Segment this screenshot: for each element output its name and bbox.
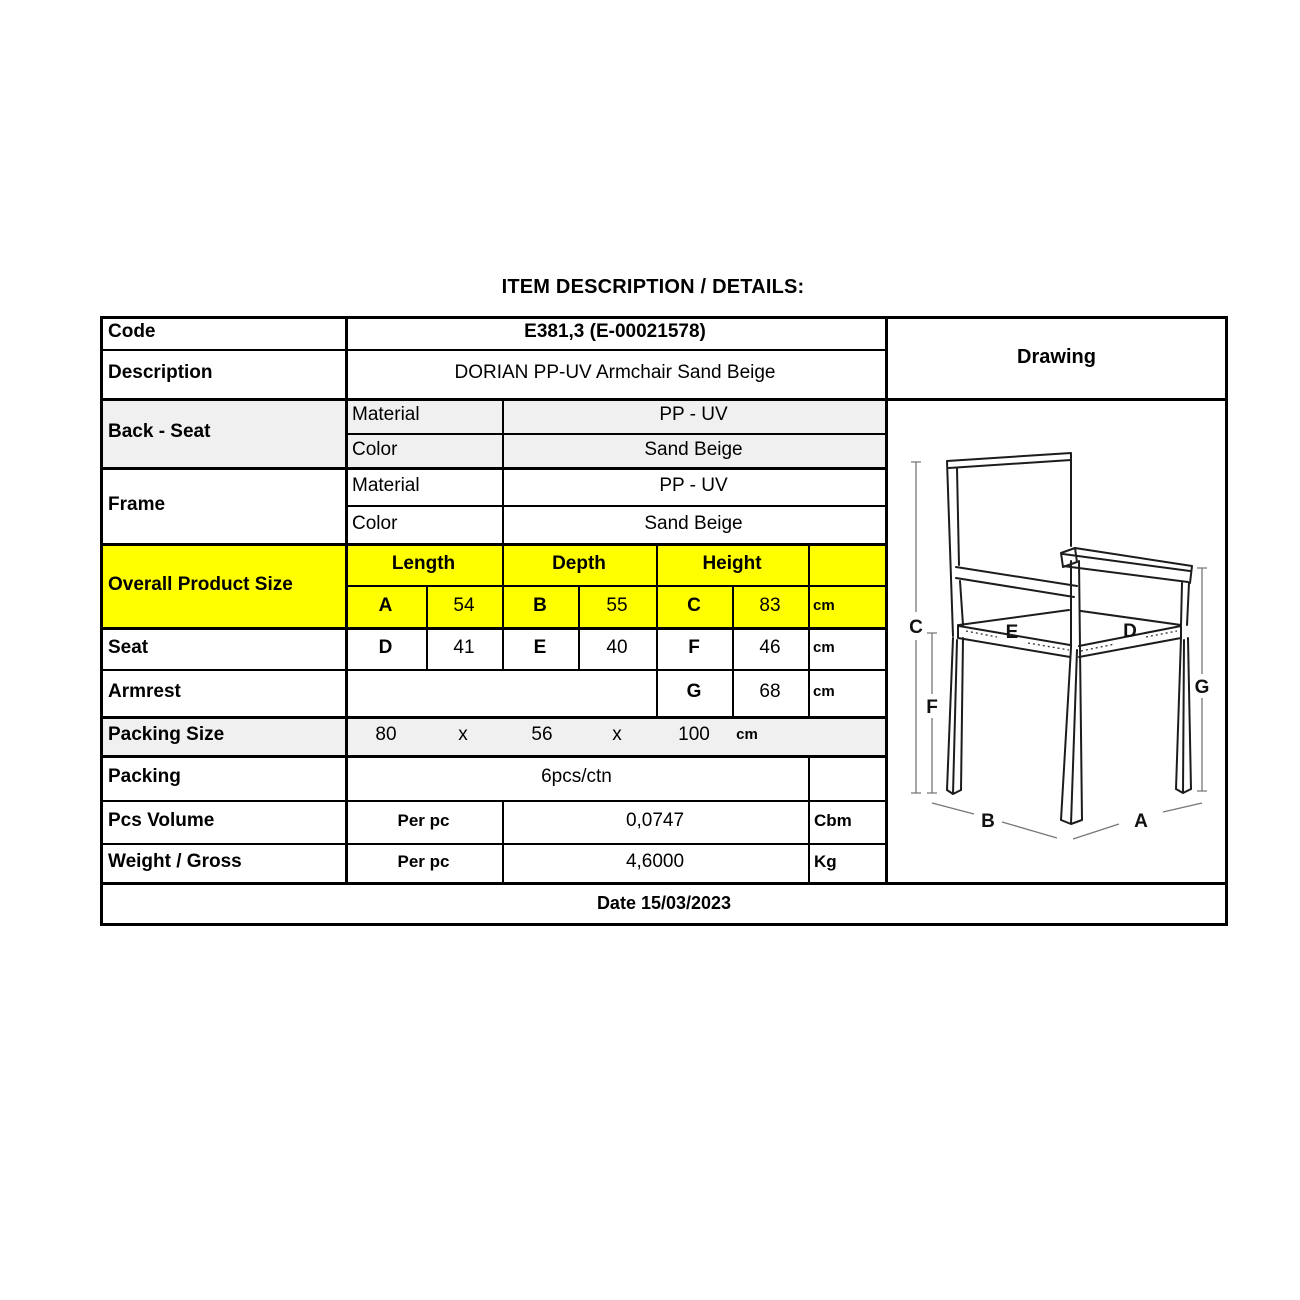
pcs-volume-label: Pcs Volume — [108, 810, 215, 832]
border-line — [100, 923, 1228, 926]
frame-color-value: Sand Beige — [644, 512, 743, 534]
dim-g-value: 68 — [759, 681, 781, 703]
border-line — [656, 543, 658, 716]
border-line — [100, 755, 885, 758]
weight-gross-label: Weight / Gross — [108, 851, 242, 873]
spec-table — [100, 316, 1228, 926]
border-line — [100, 716, 885, 719]
border-line — [808, 543, 810, 716]
weight-gross-unit: Kg — [814, 852, 837, 872]
diagram-label-d: D — [1123, 621, 1137, 642]
overall-size-label: Overall Product Size — [108, 573, 293, 595]
border-line — [100, 843, 885, 845]
border-line — [100, 349, 885, 351]
armrest-unit: cm — [813, 683, 835, 701]
back-seat-color-value: Sand Beige — [644, 438, 743, 460]
border-line — [100, 316, 103, 926]
diagram-label-c: C — [909, 617, 923, 638]
dim-g-letter: G — [686, 681, 702, 703]
border-line — [732, 585, 734, 716]
dim-f-letter: F — [688, 636, 700, 658]
border-line — [345, 433, 885, 435]
dim-e-value: 40 — [606, 636, 628, 658]
overall-unit: cm — [813, 596, 835, 614]
packing-size-x2: x — [612, 724, 622, 746]
diagram-label-a: A — [1134, 811, 1148, 832]
border-line — [100, 398, 1228, 401]
border-line — [100, 627, 885, 630]
diagram-label-e: E — [1005, 622, 1019, 643]
armrest-label: Armrest — [108, 681, 181, 703]
dim-c-letter: C — [687, 594, 701, 616]
diagram-label-g: G — [1194, 677, 1210, 698]
pcs-volume-value: 0,0747 — [625, 810, 685, 832]
dim-d-letter: D — [378, 636, 393, 658]
dim-b-value: 55 — [606, 594, 628, 616]
border-line — [502, 800, 504, 882]
seat-label: Seat — [108, 636, 149, 658]
packing-size-v1: 80 — [375, 724, 397, 746]
packing-size-v3: 100 — [678, 724, 710, 746]
drawing-header: Drawing — [1017, 346, 1096, 368]
border-line — [100, 882, 1228, 885]
weight-gross-value: 4,6000 — [625, 851, 685, 873]
border-line — [502, 398, 504, 669]
frame-label: Frame — [108, 493, 166, 515]
dim-c-value: 83 — [759, 594, 781, 616]
border-line — [345, 505, 885, 507]
border-line — [100, 316, 1228, 319]
frame-material-label: Material — [352, 474, 420, 496]
packing-size-values — [345, 716, 885, 755]
chair-drawing — [885, 398, 1228, 882]
border-line — [345, 316, 348, 882]
dim-e-letter: E — [533, 636, 547, 658]
diagram-label-f: F — [926, 697, 938, 718]
depth-header: Depth — [552, 552, 606, 574]
chair-outline — [947, 453, 1192, 824]
dimension-lines — [911, 462, 1207, 839]
length-header: Length — [391, 552, 456, 574]
dim-a-value: 54 — [453, 594, 475, 616]
dim-d-value: 41 — [453, 636, 475, 658]
back-seat-material-label: Material — [352, 404, 420, 426]
packing-size-label: Packing Size — [108, 724, 225, 746]
border-line — [100, 467, 885, 470]
border-line — [808, 755, 810, 882]
pcs-volume-unit: Cbm — [814, 811, 852, 831]
code-value: E381,3 (E-00021578) — [524, 321, 706, 343]
packing-label: Packing — [108, 766, 181, 788]
weight-gross-per: Per pc — [397, 852, 450, 872]
back-seat-material-value: PP - UV — [659, 404, 728, 426]
border-line — [100, 543, 885, 546]
seat-unit: cm — [813, 638, 835, 656]
back-seat-color-label: Color — [352, 438, 398, 460]
frame-material-value: PP - UV — [659, 474, 728, 496]
border-line — [100, 669, 885, 671]
packing-value: 6pcs/ctn — [541, 766, 612, 788]
border-line — [426, 585, 428, 669]
code-label: Code — [108, 321, 156, 343]
description-label: Description — [108, 362, 213, 384]
packing-size-x1: x — [458, 724, 468, 746]
dim-a-letter: A — [378, 594, 393, 616]
frame-color-label: Color — [352, 512, 398, 534]
border-line — [1225, 316, 1228, 926]
border-line — [100, 800, 885, 802]
height-header: Height — [702, 552, 762, 574]
dim-f-value: 46 — [759, 636, 781, 658]
pcs-volume-per: Per pc — [397, 811, 450, 831]
date-row: Date 15/03/2023 — [596, 893, 732, 914]
back-seat-label: Back - Seat — [108, 421, 211, 443]
border-line — [578, 585, 580, 669]
border-line — [885, 316, 888, 882]
description-value: DORIAN PP-UV Armchair Sand Beige — [454, 362, 776, 384]
packing-size-unit: cm — [736, 726, 758, 744]
diagram-label-b: B — [981, 811, 995, 832]
dim-b-letter: B — [533, 594, 547, 616]
page-title: ITEM DESCRIPTION / DETAILS: — [501, 276, 805, 298]
packing-size-v2: 56 — [531, 724, 553, 746]
